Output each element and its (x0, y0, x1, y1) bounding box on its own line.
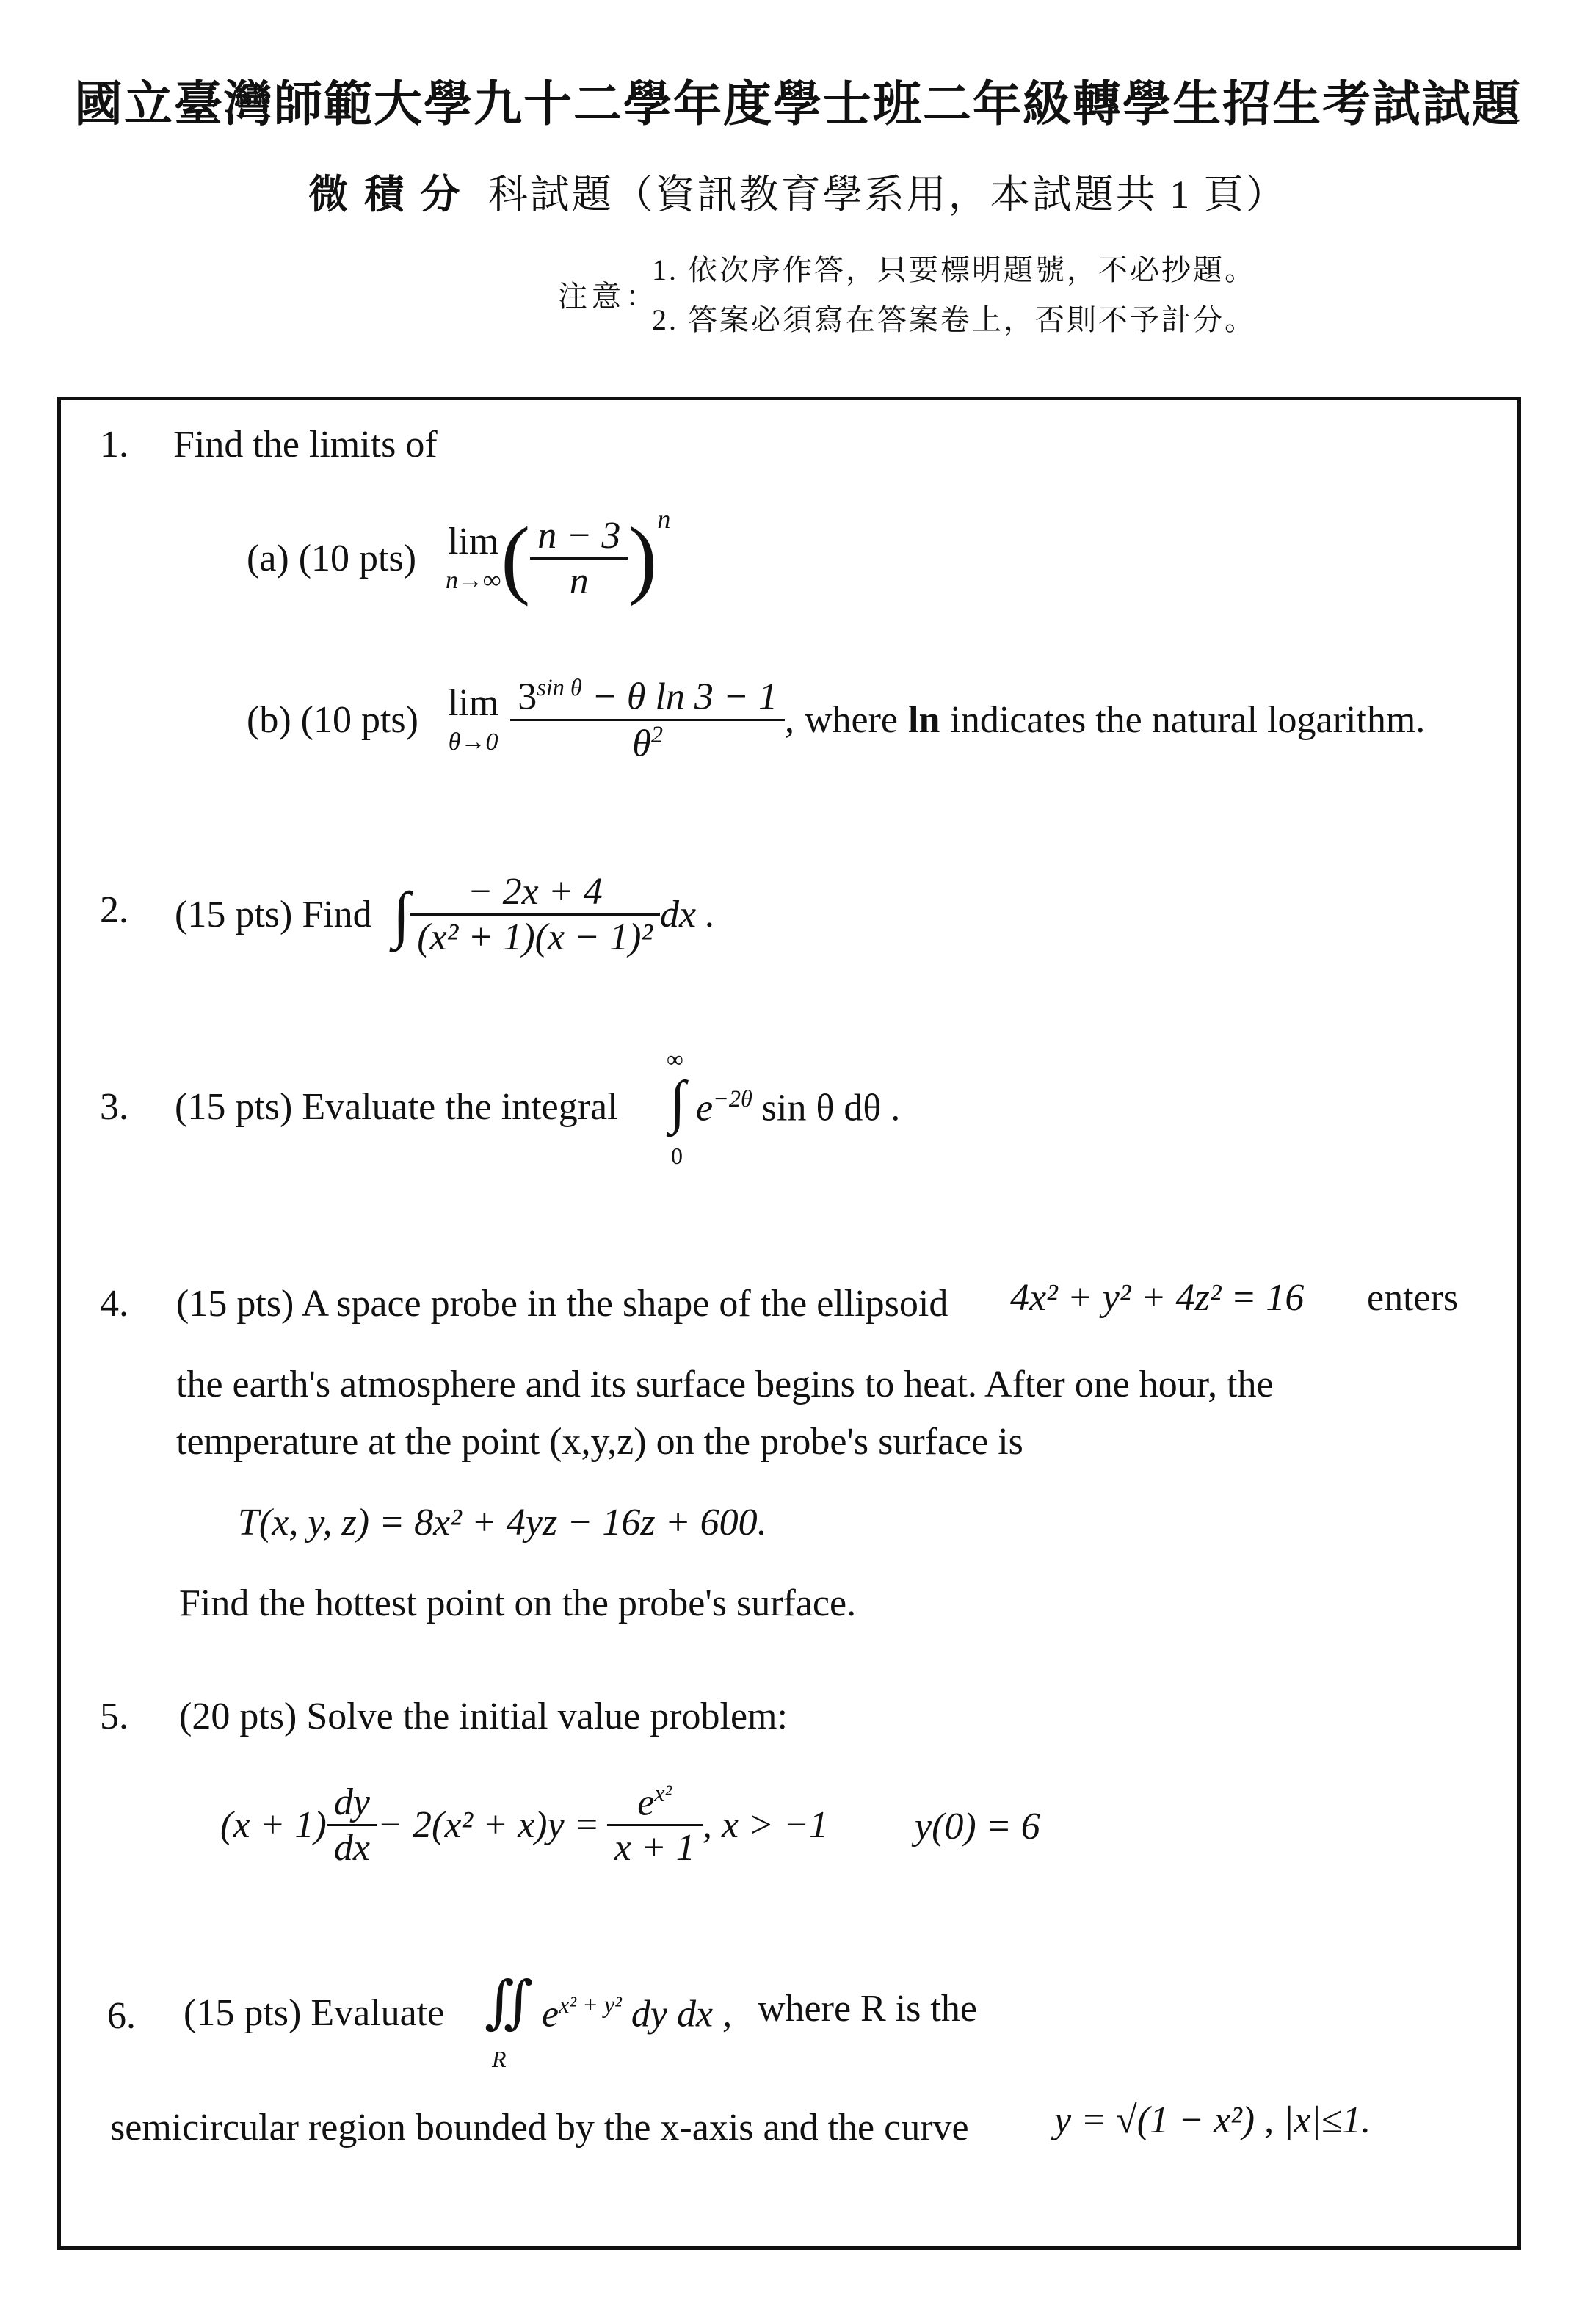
q2-fraction (410, 870, 660, 959)
q6-curve: y = √(1 − x²) , |x|≤1. (1054, 2099, 1371, 2141)
q1b-lim-word: lim (447, 682, 499, 724)
q5-rhs-e: e (637, 1781, 655, 1824)
q3-number: 3. (100, 1086, 128, 1128)
q5-initial-value: y(0) = 6 (915, 1806, 1040, 1847)
q6-where: where R is the (758, 1988, 977, 2030)
q1b (247, 661, 1425, 778)
q3-upper-limit: ∞ (667, 1046, 683, 1072)
q1b-denominator (510, 719, 785, 765)
q3-rest: sin θ dθ . (761, 1087, 901, 1129)
q4-number: 4. (100, 1283, 128, 1325)
q5-lhs-post: − 2(x² + x)y = (377, 1803, 600, 1846)
q5-dy: dy (333, 1781, 370, 1823)
q5-rhs-den: x + 1 (607, 1824, 703, 1870)
q5-lhs-pre: (x + 1) (220, 1803, 327, 1846)
q5-rhs-num (607, 1780, 703, 1824)
note-1: 1. 依次序作答，只要標明題號，不必抄題。 (652, 253, 1256, 286)
q4-formula: T(x, y, z) = 8x² + 4yz − 16z + 600. (238, 1502, 767, 1543)
q1b-limit (448, 684, 498, 755)
q5-rhs-exp: x² (654, 1779, 672, 1806)
q1a-exponent: n (657, 504, 671, 534)
q1a-right-paren: ) (628, 509, 658, 607)
q1a-fraction (530, 514, 628, 603)
q6-text: (15 pts) Evaluate (184, 1992, 445, 2034)
q4-line5: Find the hottest point on the probe's surface. (179, 1582, 857, 1624)
q4-line3: temperature at the point (x,y,z) on the probe's surface is (176, 1421, 1023, 1463)
q6-e: e (542, 1993, 559, 2035)
q6-line2: semicircular region bounded by the x-axis and the curve (110, 2107, 969, 2149)
note-label: 注意： (558, 280, 659, 313)
q6-region: R (492, 2046, 507, 2072)
q6-tail: dy dx , (631, 1993, 733, 2035)
q5-derivative (327, 1781, 377, 1870)
q6-integrand (542, 1991, 732, 2035)
q3-exp: −2θ (713, 1085, 752, 1112)
q1b-lim-sub: θ→0 (448, 728, 498, 756)
q2-number: 2. (100, 889, 128, 931)
integral-sign: ∫ (392, 879, 410, 949)
q1b-label: (b) (10 pts) (247, 698, 418, 741)
q1a-limit (446, 523, 501, 593)
q4-line2: the earth's atmosphere and its surface begins to heat. After one hour, the (176, 1364, 1274, 1405)
q3-lower-limit: 0 (671, 1143, 683, 1169)
q6-exp: x² + y² (559, 1991, 622, 2018)
q5-equation (220, 1770, 828, 1880)
q1a-lim-word: lim (447, 521, 499, 562)
q5-text: (20 pts) Solve the initial value problem: (179, 1695, 788, 1737)
q1b-rest: indicates the natural logarithm. (950, 698, 1426, 741)
q1b-where: where (804, 698, 899, 741)
subject-name: 微積分 (308, 173, 476, 217)
q5-number: 5. (100, 1695, 128, 1737)
double-integral-sign: ∬ (485, 1970, 534, 2034)
q1a-left-paren: ( (501, 509, 531, 607)
exam-title: 國立臺灣師範大學九十二學年度學士班二年級轉學生招生考試試題 (74, 78, 1522, 131)
q1-number: 1. (100, 424, 128, 466)
q1-text: Find the limits of (173, 424, 438, 466)
exam-subtitle (0, 163, 1596, 220)
q1b-num-exp: sin θ (537, 674, 582, 701)
q2-dx: dx . (660, 893, 716, 935)
q1b-den-exp: 2 (650, 720, 663, 748)
q5-rhs (607, 1780, 703, 1870)
q1b-comma: , (784, 698, 794, 741)
q6-number: 6. (107, 1995, 136, 2037)
q2-numerator: − 2x + 4 (467, 870, 603, 913)
q4-line1-end: enters (1367, 1277, 1459, 1319)
q1b-ln: ln (908, 698, 940, 741)
q5-condition: , x > −1 (702, 1803, 829, 1846)
q2 (175, 859, 715, 969)
q1a-label: (a) (10 pts) (247, 537, 417, 579)
q1b-den-base: θ (632, 722, 651, 764)
q1b-numerator (510, 674, 785, 718)
q1b-num-rest: − θ ln 3 − 1 (581, 676, 777, 718)
q1a-lim-sub: n→∞ (446, 567, 501, 594)
q3-text: (15 pts) Evaluate the integral (175, 1086, 618, 1128)
q1a-numerator: n − 3 (537, 514, 621, 557)
q2-text: (15 pts) Find (175, 893, 372, 935)
q3-integrand (696, 1085, 900, 1129)
subject-detail: 科試題（資訊教育學系用，本試題共 1 頁） (487, 173, 1288, 217)
q2-denominator: (x² + 1)(x − 1)² (410, 913, 660, 959)
q4-line1: (15 pts) A space probe in the shape of the ellipsoid (176, 1283, 948, 1325)
q4-ellipsoid: 4x² + y² + 4z² = 16 (1010, 1277, 1305, 1319)
integral-sign: ∫ (670, 1070, 686, 1134)
q1b-num-base: 3 (518, 676, 537, 718)
q1b-fraction (510, 674, 785, 765)
note-2: 2. 答案必須寫在答案卷上，否則不予計分。 (652, 303, 1256, 336)
q1a-denominator: n (530, 557, 628, 603)
q3-e: e (696, 1087, 714, 1129)
q5-dx: dx (327, 1824, 377, 1870)
q1a (247, 499, 670, 617)
